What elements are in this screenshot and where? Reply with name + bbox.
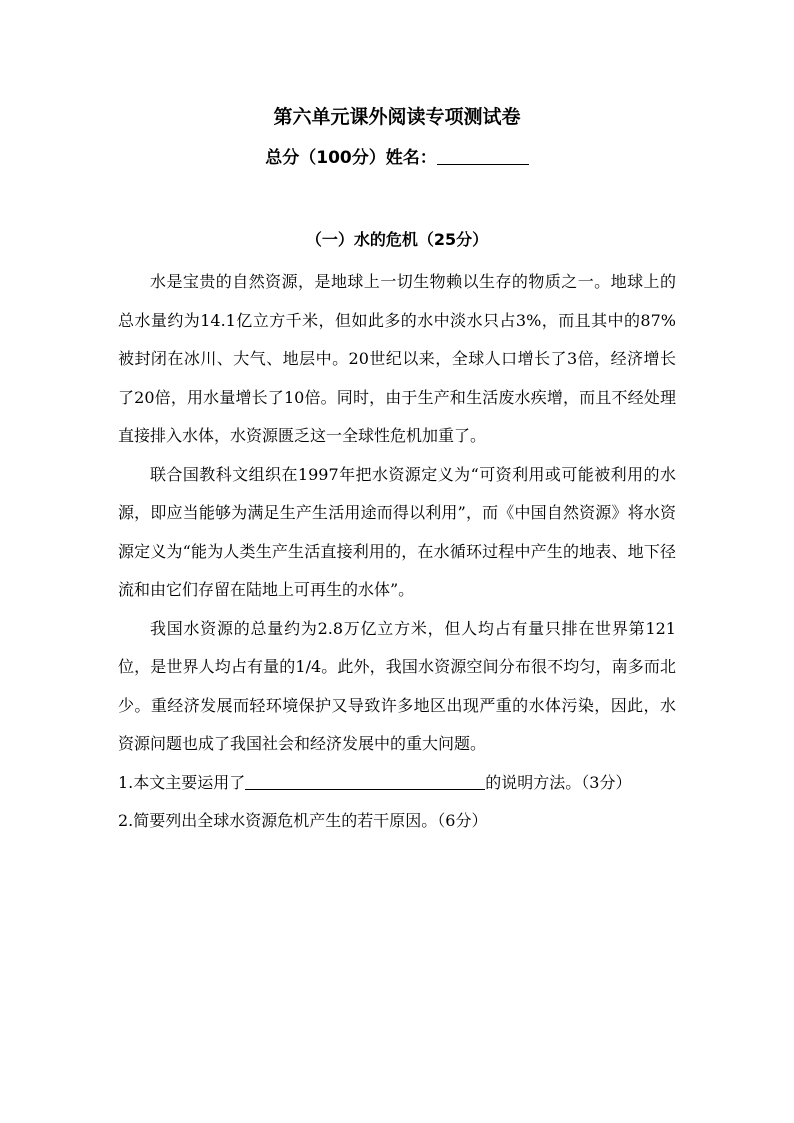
- question-1-answer-blank[interactable]: [245, 771, 485, 790]
- question-1: [118, 764, 676, 803]
- question-1-suffix: 的说明方法。（3分）: [485, 772, 632, 792]
- score-and-name-line: [0, 144, 794, 172]
- passage-body: [118, 263, 676, 841]
- paragraph-1: 水是宝贵的自然资源，是地球上一切生物赖以生存的物质之一。地球上的总水量约为14.1亿立方千米，但如此多的水中淡水只占3%，而且其中的87%被封闭在冰川、大气、地层中。20世纪以来，全球人口增长了3倍，经济增长了20倍，用水量增长了10倍。同时，由于生产和生活废水疾增，而且不经处理直接排入水体，水资源匮乏这一全球性危机加重了。: [118, 272, 676, 445]
- page-title: 第六单元课外阅读专项测试卷: [273, 106, 521, 128]
- paragraph-3: 我国水资源的总量约为2.8万亿立方米，但人均占有量只排在世界第121位，是世界人均占有量的1/4。此外，我国水资源空间分布很不均匀，南多而北少。重经济发展而轻环境保护又导致许多地区出现严重的水体污染，因此，水资源问题也成了我国社会和经济发展中的重大问题。: [118, 618, 676, 753]
- paragraph-2: 联合国教科文组织在1997年把水资源定义为“可资利用或可能被利用的水源，即应当能够为满足生产生活用途而得以利用”，而《中国自然资源》将水资源定义为“能为人类生产生活直接利用的，在水循环过程中产生的地表、地下径流和由它们存留在陆地上可再生的水体”。: [118, 464, 676, 599]
- section-heading: （一）水的危机（25分）: [305, 230, 489, 249]
- question-2: 2.简要列出全球水资源危机产生的若干原因。（6分）: [118, 811, 488, 830]
- score-label: 总分（100分）姓名：: [265, 148, 437, 168]
- name-blank[interactable]: [437, 144, 529, 165]
- question-1-prefix: 1.本文主要运用了: [118, 772, 246, 792]
